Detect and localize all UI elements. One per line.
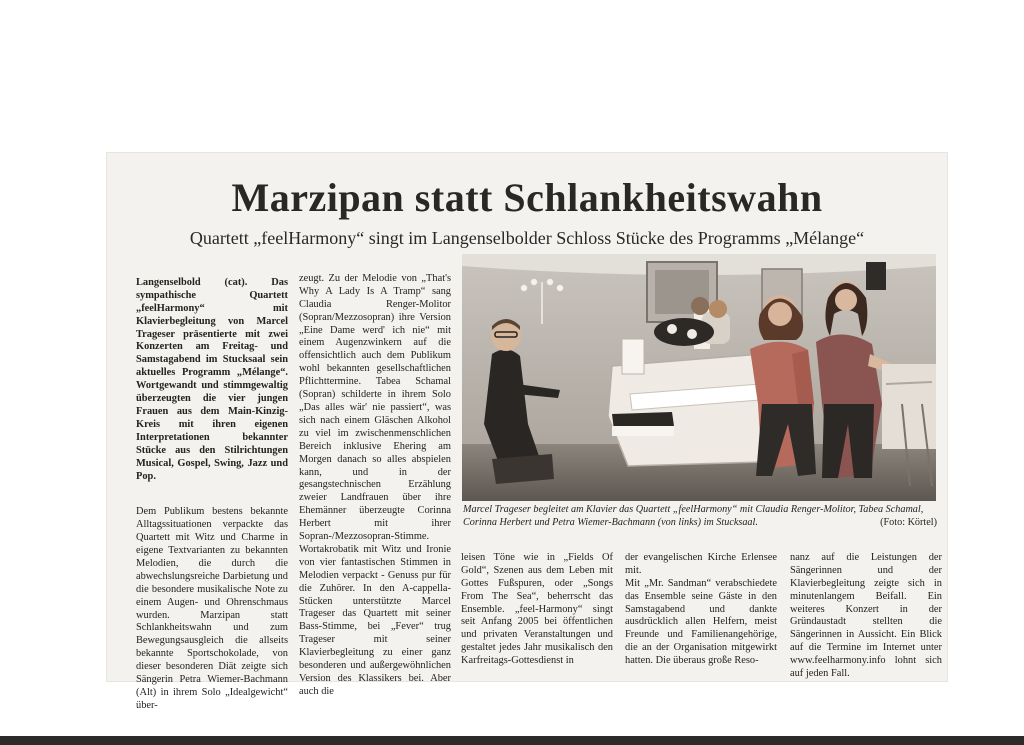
article-column-1 [136,264,288,726]
caption-text: Marcel Trageser begleitet am Klavier das Quartett „feelHarmony“ mit Claudia Renger-Molitor, Tabea Schamal, Corinna Herbert und Petra Wiemer-Bachmann (von links) im Stucksaal. [463,504,924,528]
scanner-edge-bar [0,736,1024,745]
article-photo [462,254,936,501]
column-1-body: Dem Publikum bestens bekannte Alltagssituationen verpackte das Quartett mit Witz und Charme in eigene Textvarianten zu bekannten Melodien, die durch die abwechslungsreiche Darbietung und die besondere musikalische Note zu einem Augen- und Ohrenschmaus wurden. Marzipan statt Schlankheitswahn und zum Bewegungsausgleich die allseits bekannte Sportschokolade, von dieser besonderen Diät zeigte sich Sängerin Petra Wiemer-Bachmann (Alt) in ihrem Solo „Idealgewicht“ über- [136,506,288,711]
column-2-body: zeugt. Zu der Melodie von „That's Why A Lady Is A Tramp“ sang Claudia Renger-Molitor (Sopran/Mezzosopran) ihre Version „Eine Dame werd' ich nie“ mit einem Augenzwinkern auf die offensichtlich auch dem Publikum wohl bekannten gesellschaftlichen Pflichttermine. Tabea Schamal (Sopran) schilderte in ihrem Solo „Das alles wär' nie passiert“, was sich nach einem Gläschen Alkohol zu viel im zwischenmenschlichen Bereich inklusive Ehering am Morgen danach so alles abspielen kann, und in der gesangstechnischen Erzählung zweier Landfrauen über ihre Ehemänner überzeugte Corinna Herbert mit ihrer Sopran-/Mezzosopran-Stimme. Wortakrobatik mit Witz und Ironie von vier fantastischen Stimmen in Melodien verpackt - Genuss pur für die Zuhörer. In den A-cappella-Stücken unterstützte Marcel Trageser das Quartett mit seiner Bass-Stimme, bei „Fever“ trug Trageser mit seiner Klavierbegleitung zu einer ganz besonderen und außergewöhnlichen Version des Klassikers bei. Aber auch die [299,272,451,697]
headline: Marzipan statt Schlankheitswahn [231,175,823,220]
column-5-body: nanz auf die Leistungen der Sängerinnen und der Klavierbegleitung zeigte sich in minutenlangem Beifall. Ein weiteres Konzert in der Gründaustadt stellten die Sängerinnen in Aussicht. Ein Blick auf die Termine im Internet unter www.feelharmony.info lohnt sich auf jeden Fall. [790,551,942,680]
column-3-body: leisen Töne wie in „Fields Of Gold“, Szenen aus dem Leben mit Gottes Fußspuren, oder „Songs From The Sea“, beherrscht das Ensemble. „feel-Harmony“ singt seit Anfang 2005 bei öffentlichen und privaten Veranstaltungen und gestaltet jedes Jahr musikalisch den Karfreitags-Gottesdienst in [461,551,613,667]
article-column-2 [299,260,451,712]
subheadline: Quartett „feelHarmony“ singt im Langenselbolder Schloss Stücke des Programms „Mélange“ [189,228,865,248]
dateline: Langenselbold (cat). [136,276,248,288]
photo-caption [463,504,937,529]
photo-credit: (Foto: Körtel) [880,516,937,528]
photo-image [462,254,936,501]
article-column-5 [790,539,942,694]
column-4-body: der evangelischen Kirche Erlensee mit. Mit „Mr. Sandman“ verabschiedete das Ensemble seine Gäste in den Samstagabend und dankte ausdrücklich allen Helfern, meist Freunde und Familienangehörige, die an der Organisation mitgewirkt hatten. Die überaus große Reso- [625,551,777,667]
lead-text: Das sympathische Quartett „feelHarmony“ mit Klavierbegleitung von Marcel Trageser präsentierte mit zwei Konzerten am Freitag- und Samstagabend im Stucksaal sein aktuelles Programm „Mélange“. Wortgewandt und stimmgewaltig überzeugten die vier jungen Frauen aus dem Main-Kinzig-Kreis mit ihren eigenen Interpretationen bekannter Stücke aus den Stilrichtungen Musical, Gospel, Swing, Jazz und Pop. [136,276,288,482]
lead-paragraph [136,277,288,484]
article-column-3 [461,539,613,681]
article-column-4 [625,539,777,681]
newspaper-clipping [106,152,948,711]
